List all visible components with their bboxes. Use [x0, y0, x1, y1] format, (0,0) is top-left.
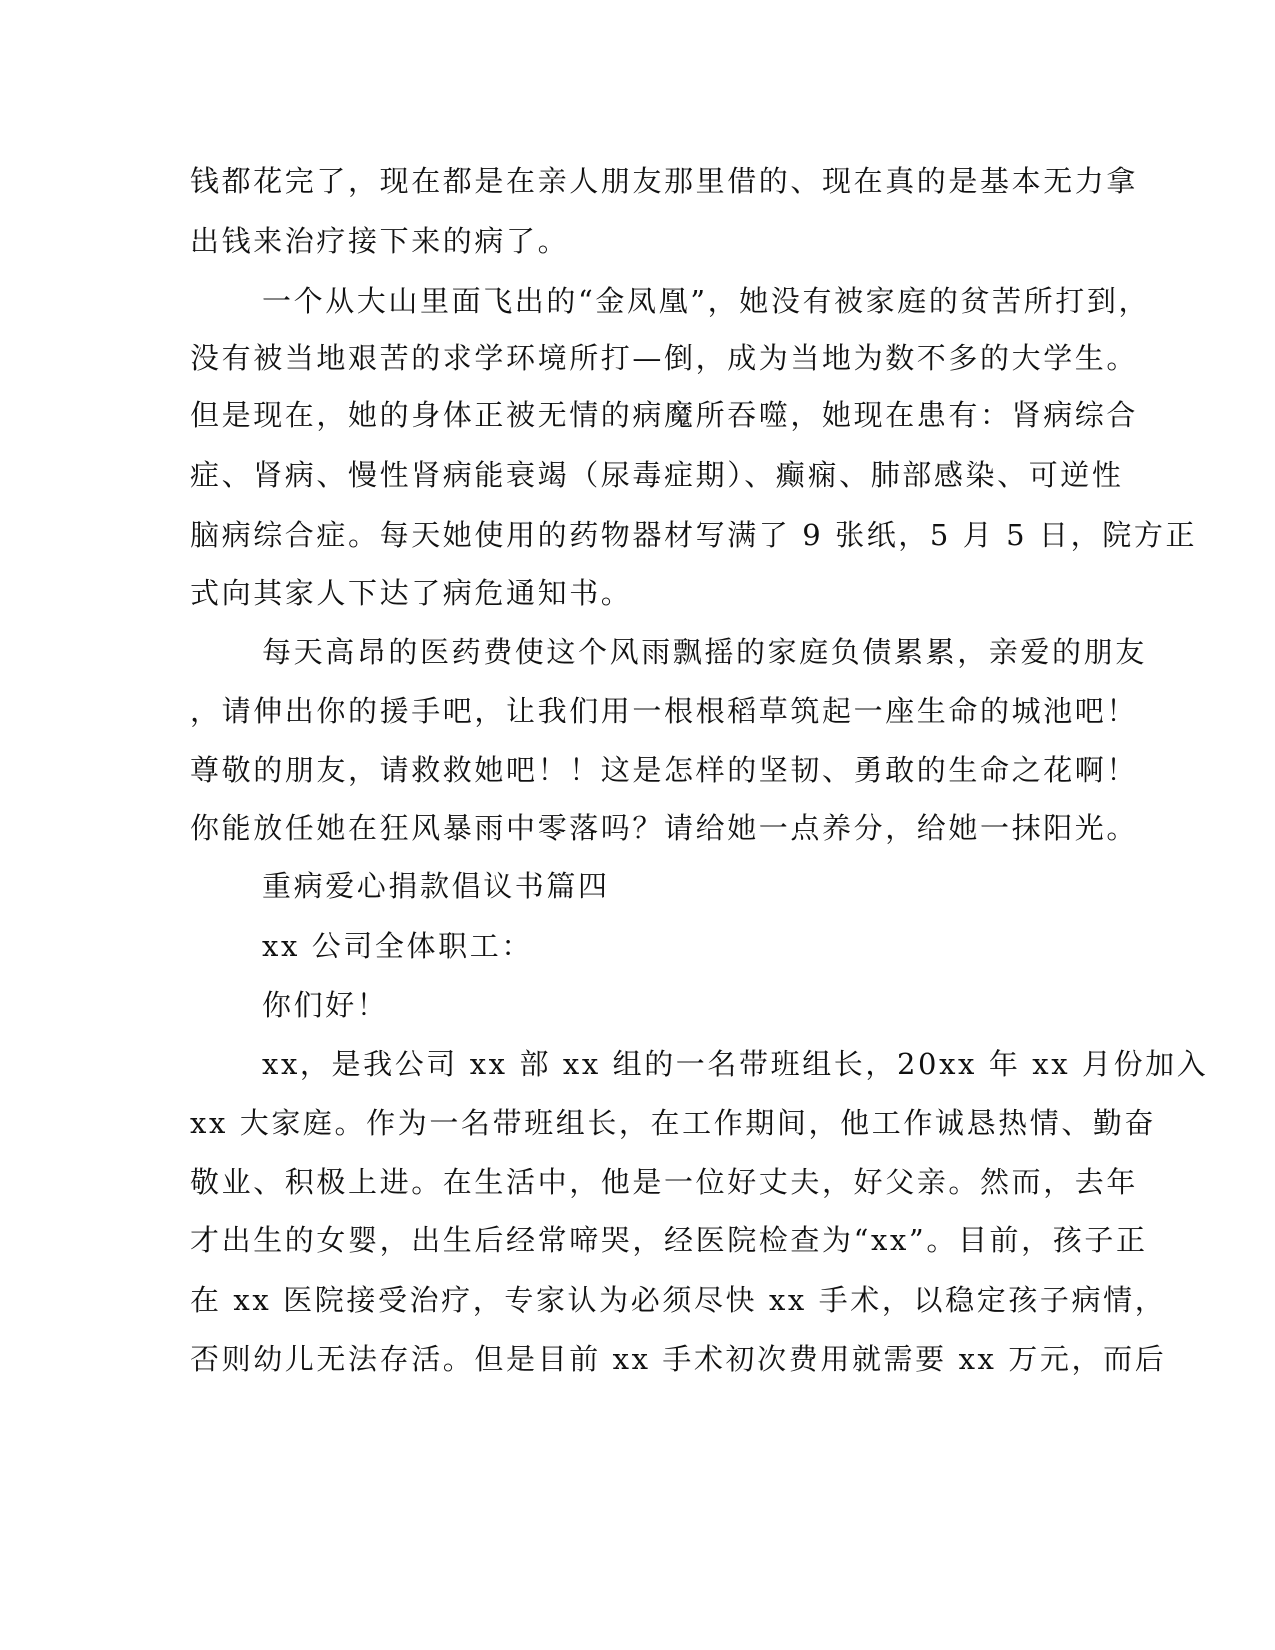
paragraph-2-line-2: 没有被当地艰苦的求学环境所打—倒，成为当地为数不多的大学生。	[190, 341, 1139, 375]
paragraph-1-line-1: 钱都花完了，现在都是在亲人朋友那里借的、现在真的是基本无力拿	[190, 164, 1139, 198]
paragraph-1-line-2: 出钱来治疗接下来的病了。	[190, 224, 570, 258]
salutation: xx 公司全体职工：	[262, 929, 533, 963]
paragraph-3-line-1: 每天高昂的医药费使这个风雨飘摇的家庭负债累累，亲爱的朋友	[262, 635, 1147, 669]
section-title: 重病爱心捐款倡议书篇四	[262, 869, 610, 903]
paragraph-2-line-5: 脑病综合症。每天她使用的药物器材写满了 9 张纸，5 月 5 日，院方正	[190, 518, 1198, 552]
greeting: 你们好！	[262, 988, 389, 1022]
paragraph-3-line-3: 尊敬的朋友，请救救她吧！！这是怎样的坚韧、勇敢的生命之花啊！	[190, 753, 1139, 787]
paragraph-4-line-2: xx 大家庭。作为一名带班组长，在工作期间，他工作诚恳热情、勤奋	[190, 1106, 1157, 1140]
paragraph-4-line-3: 敬业、积极上进。在生活中，他是一位好丈夫，好父亲。然而，去年	[190, 1165, 1139, 1199]
paragraph-2-line-1: 一个从大山里面飞出的“金凤凰”，她没有被家庭的贫苦所打到，	[262, 284, 1151, 318]
paragraph-2-line-6: 式向其家人下达了病危通知书。	[190, 576, 633, 610]
paragraph-3-line-2: ，请伸出你的援手吧，让我们用一根根稻草筑起一座生命的城池吧！	[190, 694, 1139, 728]
paragraph-2-line-4: 症、肾病、慢性肾病能衰竭（尿毒症期）、癫痫、肺部感染、可逆性	[190, 458, 1124, 492]
paragraph-4-line-5: 在 xx 医院接受治疗，专家认为必须尽快 xx 手术，以稳定孩子病情，	[190, 1283, 1167, 1317]
paragraph-4-line-4: 才出生的女婴，出生后经常啼哭，经医院检查为“xx”。目前，孩子正	[190, 1223, 1148, 1257]
paragraph-2-line-3: 但是现在，她的身体正被无情的病魔所吞噬，她现在患有：肾病综合	[190, 398, 1139, 432]
paragraph-4-line-1: xx，是我公司 xx 部 xx 组的一名带班组长，20xx 年 xx 月份加入	[262, 1047, 1209, 1081]
paragraph-3-line-4: 你能放任她在狂风暴雨中零落吗？请给她一点养分，给她一抹阳光。	[190, 811, 1139, 845]
paragraph-4-line-6: 否则幼儿无法存活。但是目前 xx 手术初次费用就需要 xx 万元，而后	[190, 1342, 1167, 1376]
